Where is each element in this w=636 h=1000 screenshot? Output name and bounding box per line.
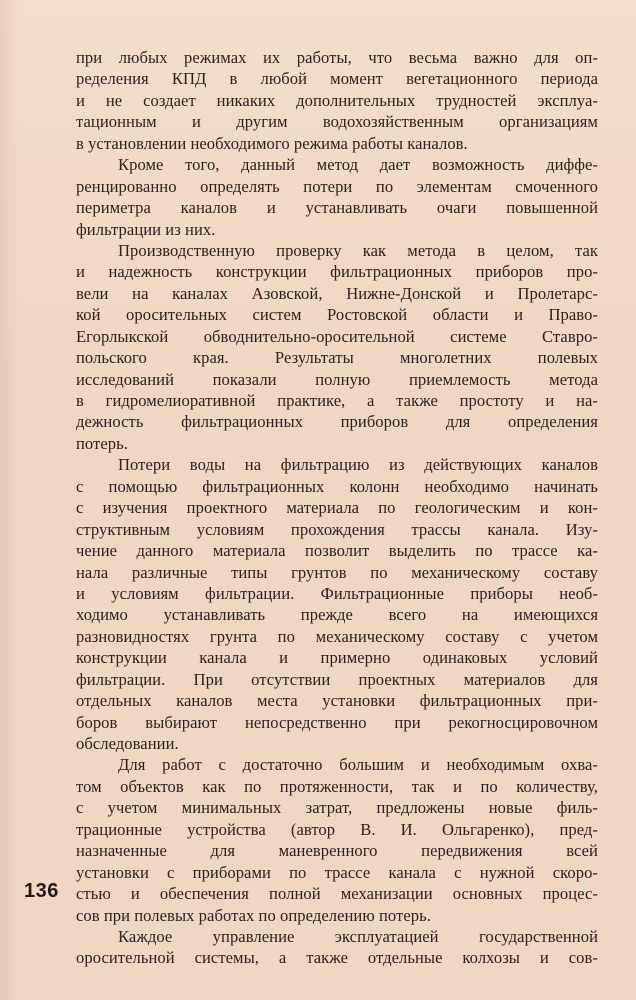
text-line: конструкции канала и примерно одинаковых условий [76,648,598,668]
text-line: в установлении необходимого режима работы каналов. [76,133,468,153]
text-line: периметра каналов и устанавливать очаги повышенной [76,198,598,218]
text-line: боров выбирают непосредственно при рекогносцировочном [76,712,598,732]
text-line: фильтрации из них. [76,219,216,239]
text-line: назначенные для маневренного передвижения всей [76,841,598,861]
text-line: Потери воды на фильтрацию из действующих каналов [118,455,598,475]
page-number: 136 [24,880,59,902]
text-line: фильтрации. При отсутствии проектных материалов для [76,669,598,689]
text-line: исследований показали полную приемлемость метода [76,369,598,389]
text-line: ренцированно определять потери по элементам смоченного [76,176,598,196]
text-line: тационным и другим водохозяйственным организациям [76,112,598,132]
text-line: стью и обеспечения полной механизации основных процес- [76,884,598,904]
text-line: структивным условиям прохождения трассы канала. Изу- [76,519,598,539]
text-line: ределения КПД в любой момент вегетационного периода [76,69,598,89]
text-line: чение данного материала позволит выделить по трассе ка- [76,541,598,561]
text-line: с учетом минимальных затрат, предложены новые филь- [76,798,598,818]
text-line: в гидромелиоративной практике, а также простоту и на- [76,391,598,410]
text-line: потерь. [76,433,128,453]
text-line: установки с приборами по трассе канала с нужной скоро- [76,862,598,882]
text-line: с изучения проектного материала по геологическим и кон- [76,498,598,518]
text-line: ходимо устанавливать прежде всего на имеющихся [76,605,598,625]
text-line: обследовании. [76,734,179,753]
text-line: том объектов как по протяженности, так и по количеству, [76,776,598,796]
text-line: Производственную проверку как метода в целом, так [118,240,598,260]
text-line: сов при полевых работах по определению потерь. [76,905,431,925]
text-line: оросительной системы, а также отдельные колхозы и сов- [76,948,598,968]
text-line: при любых режимах их работы, что весьма важно для оп- [76,48,598,67]
body-text [76,47,598,969]
text-line: нала различные типы грунтов по механическому составу [76,562,598,582]
text-line: отдельных каналов места установки фильтрационных при- [76,691,598,711]
text-line: и надежность конструкции фильтрационных приборов про- [76,262,598,282]
text-line: Кроме того, данный метод дает возможность диффе- [118,155,598,175]
text-line: Для работ с достаточно большим и необходимым охва- [118,755,598,775]
text-line: Егорлыкской обводнительно-оросительной системе Ставро- [76,326,598,346]
text-line: и не создает никаких дополнительных трудностей эксплуа- [76,90,598,110]
text-line: польского края. Результаты многолетних полевых [76,348,598,368]
text-line: Каждое управление эксплуатацией государственной [118,926,598,946]
text-line: кой оросительных систем Ростовской области и Право- [76,305,598,325]
text-line: с помощью фильтрационных колонн необходимо начинать [76,476,598,496]
text-line: вели на каналах Азовской, Нижне-Донской и Пролетарс- [76,283,598,303]
text-line: и условиям фильтрации. Фильтрационные приборы необ- [76,583,598,603]
text-line: разновидностях грунта по механическому составу с учетом [76,626,598,646]
text-line: трационные устройства (автор В. И. Ольгаренко), пред- [76,819,598,839]
text-line: дежность фильтрационных приборов для определения [76,412,598,432]
